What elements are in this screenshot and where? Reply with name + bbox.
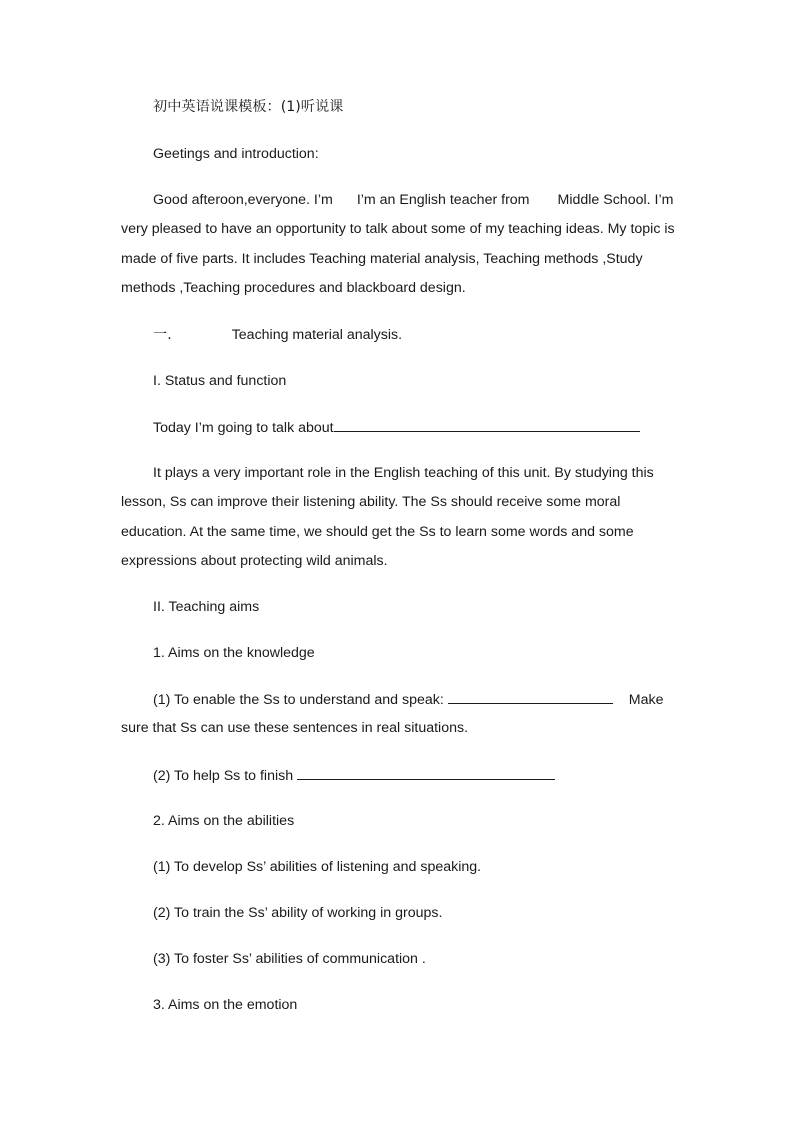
document-title: 初中英语说课模板：(1)听说课 <box>153 99 344 115</box>
status-heading: I. Status and function <box>153 373 287 389</box>
finish-blank <box>297 766 555 780</box>
knowledge-heading: 1. Aims on the knowledge <box>153 645 315 661</box>
intro-line-2: very pleased to have an opportunity to talk about some of my teaching ideas. My topic is <box>121 221 675 237</box>
knowledge-item-1 <box>153 690 663 709</box>
para2-line-2: lesson, Ss can improve their listening ability. The Ss should receive some moral <box>121 494 621 510</box>
abilities-heading: 2. Aims on the abilities <box>153 813 295 829</box>
section-number: 一. <box>153 327 172 343</box>
knowledge-item-1-cont: sure that Ss can use these sentences in real situations. <box>121 720 469 736</box>
section-title: Teaching material analysis. <box>231 327 403 343</box>
sentences-blank <box>448 690 613 704</box>
abilities-item-1: (1) To develop Ss’ abilities of listening and speaking. <box>153 859 482 875</box>
knowledge-item-1-make: Make <box>628 692 664 708</box>
intro-line-3: made of five parts. It includes Teaching material analysis, Teaching methods ,Study <box>121 251 643 267</box>
intro-school: Middle School. I’m <box>557 192 674 208</box>
abilities-item-3: (3) To foster Ss’ abilities of communication . <box>153 951 426 967</box>
greeting-heading: Geetings and introduction: <box>153 146 319 162</box>
section-heading <box>153 326 402 344</box>
knowledge-item-2-text: (2) To help Ss to finish <box>153 768 294 784</box>
intro-line-4: methods ,Teaching procedures and blackboard design. <box>121 280 466 296</box>
para2-line-4: expressions about protecting wild animals. <box>121 553 388 569</box>
abilities-item-2: (2) To train the Ss’ ability of working in groups. <box>153 905 443 921</box>
topic-blank <box>334 418 640 432</box>
para2-line-1: It plays a very important role in the English teaching of this unit. By studying this <box>153 465 654 481</box>
today-line <box>153 418 640 437</box>
para2-line-3: education. At the same time, we should get the Ss to learn some words and some <box>121 524 634 540</box>
intro-line-1 <box>153 191 673 209</box>
aims-heading: II. Teaching aims <box>153 599 260 615</box>
knowledge-item-1-text: (1) To enable the Ss to understand and speak: <box>153 692 444 708</box>
knowledge-item-2 <box>153 766 555 785</box>
today-text: Today I’m going to talk about <box>153 420 334 436</box>
intro-teacher: I’m an English teacher from <box>356 192 530 208</box>
intro-greeting: Good afteroon,everyone. I’m <box>153 192 333 208</box>
emotion-heading: 3. Aims on the emotion <box>153 997 298 1013</box>
